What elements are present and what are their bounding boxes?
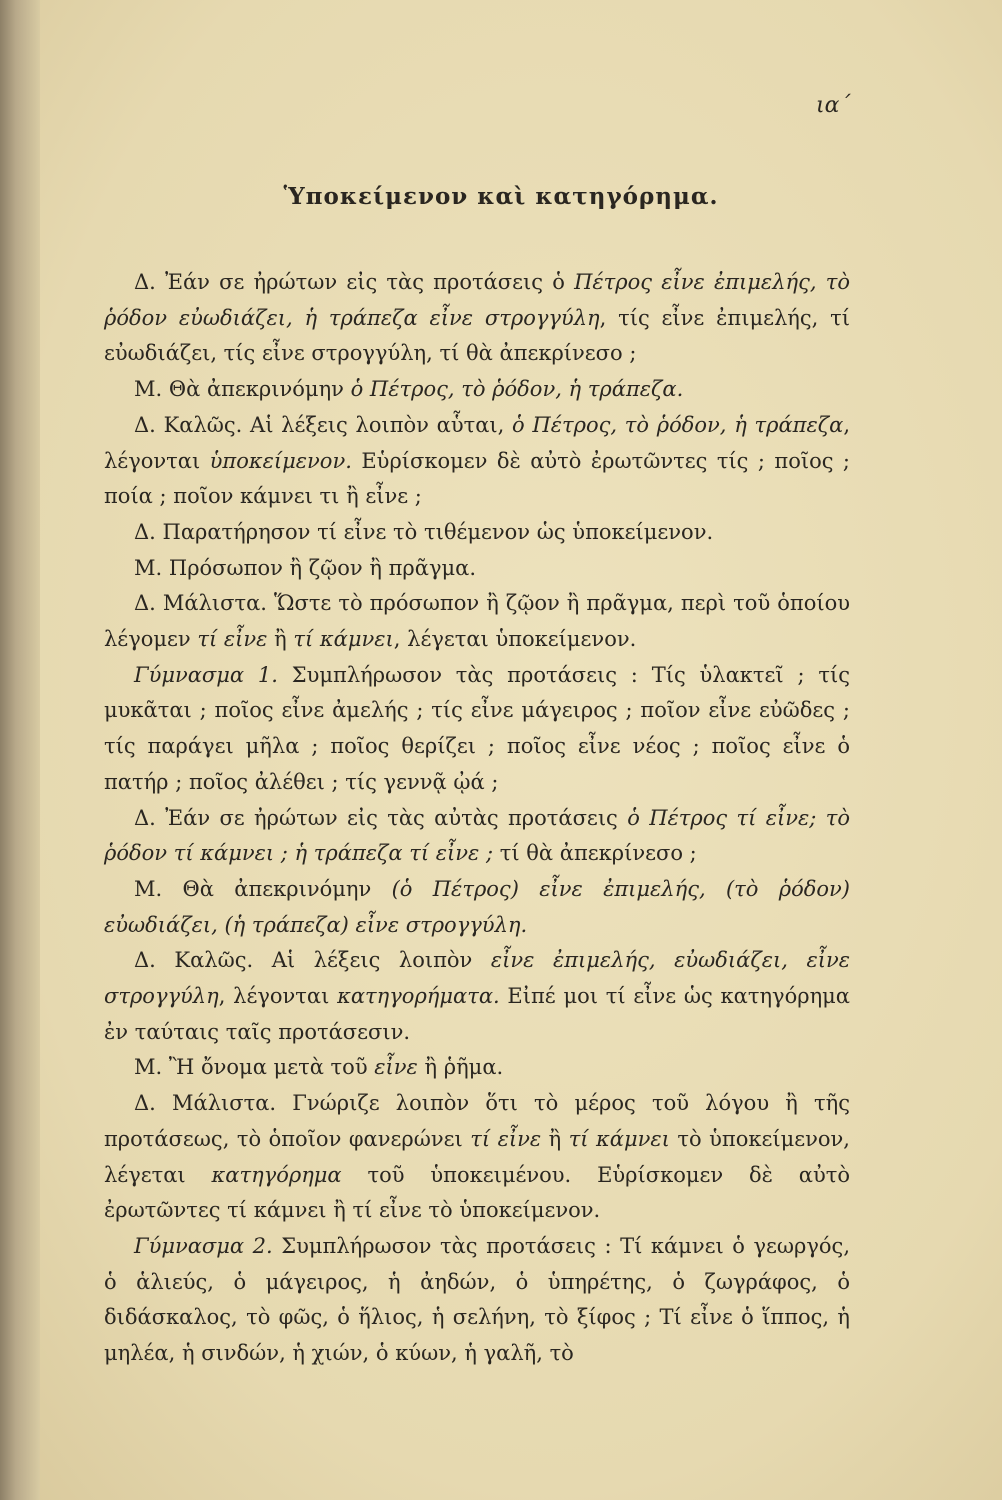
text-segment: , τίς εἶνε ἐπιμελής, τί εὐωδιάζει, τίς εἶνε στρογγύλη, τί θὰ ἀπεκρίνεσο ; [104,305,850,366]
speaker-label: Δ. [134,519,156,544]
text-segment: Ἐάν σε ἠρώτων εἰς τὰς προτάσεις ὁ [165,270,575,294]
text-segment: τοῦ ὑποκειμένου. Εὑρίσκομεν δὲ αὐτὸ ἐρωτῶντες τί κάμνει ἢ τί εἶνε τὸ ὑποκείμενον. [104,1162,850,1223]
text-segment: Μάλιστα. Γνώριζε λοιπὸν ὅτι τὸ μέρος τοῦ λόγου ἢ τῆς προτάσεως, τὸ ὁποῖον φανερώνει [104,1091,851,1151]
text-segment: Ἢ ὄνομα μετὰ τοῦ [168,1055,375,1080]
italic-segment: τί κάμνει [293,627,394,652]
paragraph [104,872,850,943]
italic-segment: (ὁ Πέτρος) εἶνε ἐπιμελής, (τὸ ῥόδον) εὐωδιάζει, (ἡ τράπεζα) εἶνε στρογγύλη. [104,876,850,937]
paragraph [104,551,850,587]
exercise-label: Γύμνασμα 1. [134,662,278,687]
italic-segment: ὁ Πέτρος, τὸ ῥόδον, ἡ τράπεζα [512,412,844,437]
speaker-label: Μ. [134,555,163,580]
paragraph [104,1086,850,1229]
paragraph [104,586,850,657]
speaker-label: Μ. [134,1055,163,1080]
paragraph [104,1050,850,1086]
text-segment: Εὑρίσκομεν δὲ αὐτὸ ἐρωτῶντες τίς ; ποῖος ; ποία ; ποῖον κάμνει τι ἢ εἶνε ; [104,448,851,509]
page-gutter-shadow [0,0,40,1500]
text-segment: τὸ ὑποκείμενον, λέγεται [104,1126,850,1187]
speaker-label: Δ. [134,270,156,294]
italic-segment: ὁ Πέτρος τί εἶνε; τὸ ῥόδον τί κάμνει ; ἡ τράπεζα τί εἶνε ; [104,805,850,866]
text-segment: , λέγεται ὑποκείμενον. [393,627,637,652]
paragraph [104,943,850,1050]
paragraph [104,515,850,551]
italic-segment: εἶνε [374,1055,418,1080]
italic-segment: ὑποκείμενον. [209,448,352,473]
speaker-label: Δ. [134,805,156,830]
text-segment: Παρατήρησον τί εἶνε τὸ τιθέμενον ὡς ὑποκείμενον. [162,519,714,544]
text-segment: ἢ [541,1126,569,1151]
speaker-label: Δ. [134,591,156,616]
text-segment: Καλῶς. Αἱ λέξεις λοιπὸν αὗται, [163,412,513,437]
speaker-label: Μ. [134,377,163,402]
italic-segment: τί εἶνε [470,1126,542,1151]
text-segment: ἢ [267,627,294,652]
exercise-paragraph [104,1229,850,1372]
text-segment: , λέγονται [218,984,338,1009]
italic-segment: κατηγόρημα [211,1162,342,1187]
italic-segment: Πέτρος εἶνε ἐπιμελής, τὸ ῥόδον εὐωδιάζει, ἡ τράπεζα εἶνε στρογγύλη [104,270,850,330]
text-segment: Συμπλήρωσον τὰς προτάσεις : Τίς ὑλακτεῖ ; τίς μυκᾶται ; ποῖος εἶνε ἀμελής ; τίς εἶνε μάγειρος ; ποῖον εἶνε εὐῶδες ; τίς παράγει μῆλα ; ποῖος θερίζει ; ποῖος εἶνε νέος ; ποῖος εἶνε ὁ πατήρ ; ποῖος ἀλέθει ; τίς γεννᾷ ᾠά ; [104,662,850,794]
paragraph [104,265,850,372]
text-segment: Εἰπέ μοι τί εἶνε ὡς κατηγόρημα ἐν ταύταις ταῖς προτάσεσιν. [104,984,850,1044]
text-segment: Πρόσωπον ἢ ζῷον ἢ πρᾶγμα. [168,555,477,580]
text-segment: Συμπλήρωσον τὰς προτάσεις : Τί κάμνει ὁ γεωργός, ὁ ἁλιεύς, ὁ μάγειρος, ἡ ἀηδών, ὁ ὑπηρέτης, ὁ ζωγράφος, ὁ διδάσκαλος, τὸ φῶς, ὁ ἥλιος, ἡ σελήνη, τὸ ξίφος ; Τί εἶνε ὁ ἵππος, ἡ μηλέα, ἡ σινδών, ἡ χιών, ὁ κύων, ἡ γαλῆ, τὸ [104,1233,850,1366]
text-segment: τί θὰ ἀπεκρίνεσο ; [493,841,697,866]
text-segment: Θὰ ἀπεκρινόμην [168,377,351,402]
italic-segment: τί εἶνε [197,627,268,652]
text-segment: ἢ ῥῆμα. [417,1055,504,1080]
italic-segment: εἶνε ἐπιμελής, εὐωδιάζει, εἶνε στρογγύλη [104,948,850,1009]
speaker-label: Δ. [134,412,156,437]
italic-segment: τί κάμνει [568,1126,670,1151]
paragraph [104,801,850,872]
text-segment: Καλῶς. Αἱ λέξεις λοιπὸν [174,948,491,973]
speaker-label: Δ. [134,1091,156,1116]
page-number: ια΄ [816,93,851,118]
text-segment: Θὰ ἀπεκρινόμην [182,876,392,901]
text-segment: , λέγονται [104,412,850,473]
paragraph [104,372,850,408]
speaker-label: Δ. [134,948,156,973]
text-segment: Μάλιστα. Ὥστε τὸ πρόσωπον ἢ ζῷον ἢ πρᾶγμα, περὶ τοῦ ὁποίου λέγομεν [104,591,850,652]
text-segment: Ἐάν σε ἠρώτων εἰς τὰς αὐτὰς προτάσεις [165,805,628,830]
section-title: Ὑποκείμενον καὶ κατηγόρημα. [283,183,719,210]
italic-segment: κατηγορήματα. [337,984,500,1009]
speaker-label: Μ. [134,876,163,901]
paragraph [104,408,850,515]
body-text [104,265,850,1372]
exercise-label: Γύμνασμα 2. [134,1233,273,1258]
italic-segment: ὁ Πέτρος, τὸ ῥόδον, ἡ τράπεζα. [350,377,684,402]
exercise-paragraph [104,658,850,801]
